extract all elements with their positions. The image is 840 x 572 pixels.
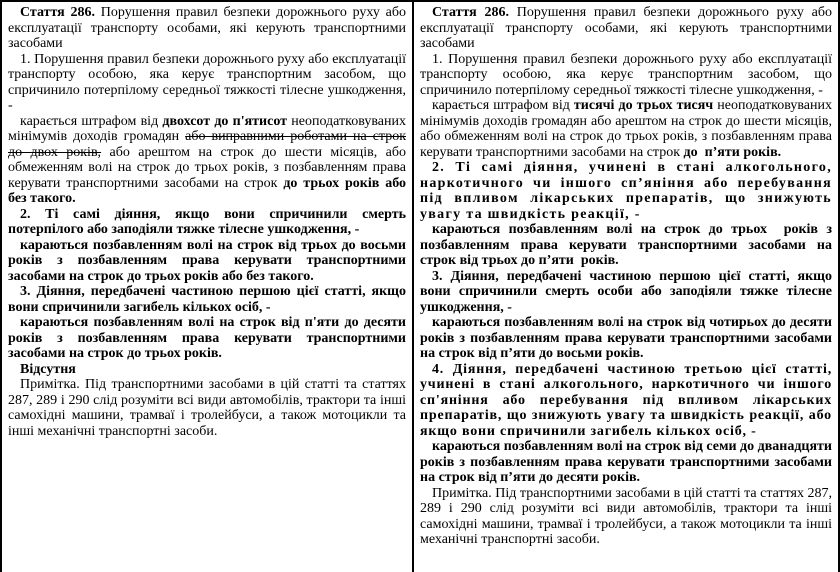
- part-4-sanction: [420, 439, 832, 486]
- text-run: або арештом на строк до шести місяців, або обмеженням волі на строк до трьох років, з позбавленням права керувати транспортними засобами на строк: [8, 144, 407, 191]
- current-version-column: [2, 2, 414, 572]
- deleted-text-run: або виправними роботами на строк до двох років,: [8, 129, 406, 160]
- amended-text-run: караються позбавленням волі на строк до трьох років з позбавленням права керувати транспортними засобами на строк від трьох до п’яти років.: [420, 222, 832, 268]
- text-run: Примітка. Під транспортними засобами в цій статті та статтях 287, 289 і 290 слід розуміти всі види автомобілів, трактори та інші самохідні машини, трамваї і тролейбуси, а також мотоцикли та інші механічні транспортні засоби.: [8, 377, 406, 439]
- article-title: [8, 5, 406, 52]
- amended-text-run: 2. Ті самі діяння, учинені в стані алкогольного, наркотичного чи іншого сп’яніння або перебування під впливом лікарських препаратів, що знижують увагу та швидкість реакції, -: [420, 160, 832, 222]
- note: [420, 486, 832, 548]
- amended-text-run: караються позбавленням волі на строк від чотирьох до десяти років з позбавленням права керувати транспортними засобами на строк від п’яти до восьми років.: [420, 315, 832, 361]
- note: [8, 377, 406, 439]
- amended-text-run: 3. Діяння, передбачені частиною першою цієї статті, якщо вони спричинили загибель кількох осіб, -: [8, 284, 406, 315]
- text-run: 1. Порушення правил безпеки дорожнього руху або експлуатації транспорту особою, яка керує транспортним засобом, що спричинило потерпілому середньої тяжкості тілесне ушкодження, -: [8, 51, 406, 113]
- amended-text-run: караються позбавленням волі на строк від трьох до восьми років з позбавленням права керувати транспортними засобами на строк до трьох років або без такого.: [8, 237, 406, 284]
- text-run: неоподатковуваних мінімумів доходів громадян або арештом на строк до шести місяців, або обмеженням волі на строк до трьох років, з позбавленням права керувати транспортними засобами на строк: [420, 98, 832, 160]
- amended-text-run: 2. Ті самі діяння, якщо вони спричинили смерть потерпілого або заподіяли тяжке тілесне ушкодження, -: [8, 206, 406, 237]
- part-2-sanction: [420, 222, 832, 269]
- article-title: [420, 5, 832, 52]
- amended-text-run: 3. Діяння, передбачені частиною першою цієї статті, якщо вони спричинили смерть особи або заподіяли тяжке тілесне ушкодження, -: [420, 268, 832, 315]
- text-run: карається штрафом від: [432, 98, 574, 113]
- part-3-offense: [420, 269, 832, 316]
- part-3-sanction: [8, 315, 406, 362]
- amended-text-run: двохсот до п'ятисот: [162, 113, 288, 129]
- absent-marker: [8, 362, 406, 378]
- part-4-offense: [420, 362, 832, 440]
- amended-text-run: Відсутня: [20, 361, 76, 377]
- amended-text-run: до п’яти років.: [683, 144, 782, 160]
- text-run: Порушення правил безпеки дорожнього руху або експлуатації транспорту особами, які керують транспортними засобами: [420, 5, 832, 51]
- amended-text-run: Стаття 286.: [432, 5, 517, 20]
- text-run: Порушення правил безпеки дорожнього руху або експлуатації транспорту особами, які керують транспортними засобами: [8, 5, 406, 51]
- amended-text-run: Стаття 286.: [20, 5, 101, 20]
- part-1-sanction: [8, 114, 406, 207]
- part-2-sanction: [8, 238, 406, 285]
- proposed-version-column: [414, 2, 838, 572]
- part-2-offense: [8, 207, 406, 238]
- text-run: карається штрафом від: [20, 113, 163, 129]
- part-3-offense: [8, 284, 406, 315]
- part-3-sanction: [420, 315, 832, 362]
- text-run: 1. Порушення правил безпеки дорожнього руху або експлуатації транспорту особою, яка керує транспортним засобом, що спричинило потерпілому середньої тяжкості тілесне ушкодження, -: [420, 51, 832, 98]
- amended-text-run: тисячі до трьох тисяч: [573, 98, 714, 113]
- part-1-sanction: [420, 98, 832, 160]
- amended-text-run: до трьох років або без такого.: [8, 175, 407, 206]
- amended-text-run: караються позбавленням волі на строк від п'яти до десяти років з позбавленням права керувати транспортними засобами на строк до трьох років.: [8, 315, 406, 361]
- text-run: Примітка. Під транспортними засобами в цій статті та статтях 287, 289 і 290 слід розуміти всі види автомобілів, трактори та інші самохідні машини, трамваї і тролейбуси, а також мотоцикли та інші механічні транспортні засоби.: [420, 485, 832, 547]
- part-1-offense: [420, 52, 832, 99]
- text-run: неоподатковуваних мінімумів доходів громадян: [8, 113, 406, 144]
- amended-text-run: 4. Діяння, передбачені частиною третьою цієї статті, учинені в стані алкогольного, наркотичного чи іншого сп'яніння або перебування під впливом лікарських препаратів, що знижують увагу та швидкість реакції, або якщо вони спричинили загибель кількох осіб, -: [420, 361, 832, 439]
- amended-text-run: караються позбавленням волі на строк від семи до дванадцяти років з позбавленням права керувати транспортними засобами на строк від п’яти до десяти років.: [420, 439, 832, 485]
- part-1-offense: [8, 52, 406, 114]
- part-2-offense: [420, 160, 832, 222]
